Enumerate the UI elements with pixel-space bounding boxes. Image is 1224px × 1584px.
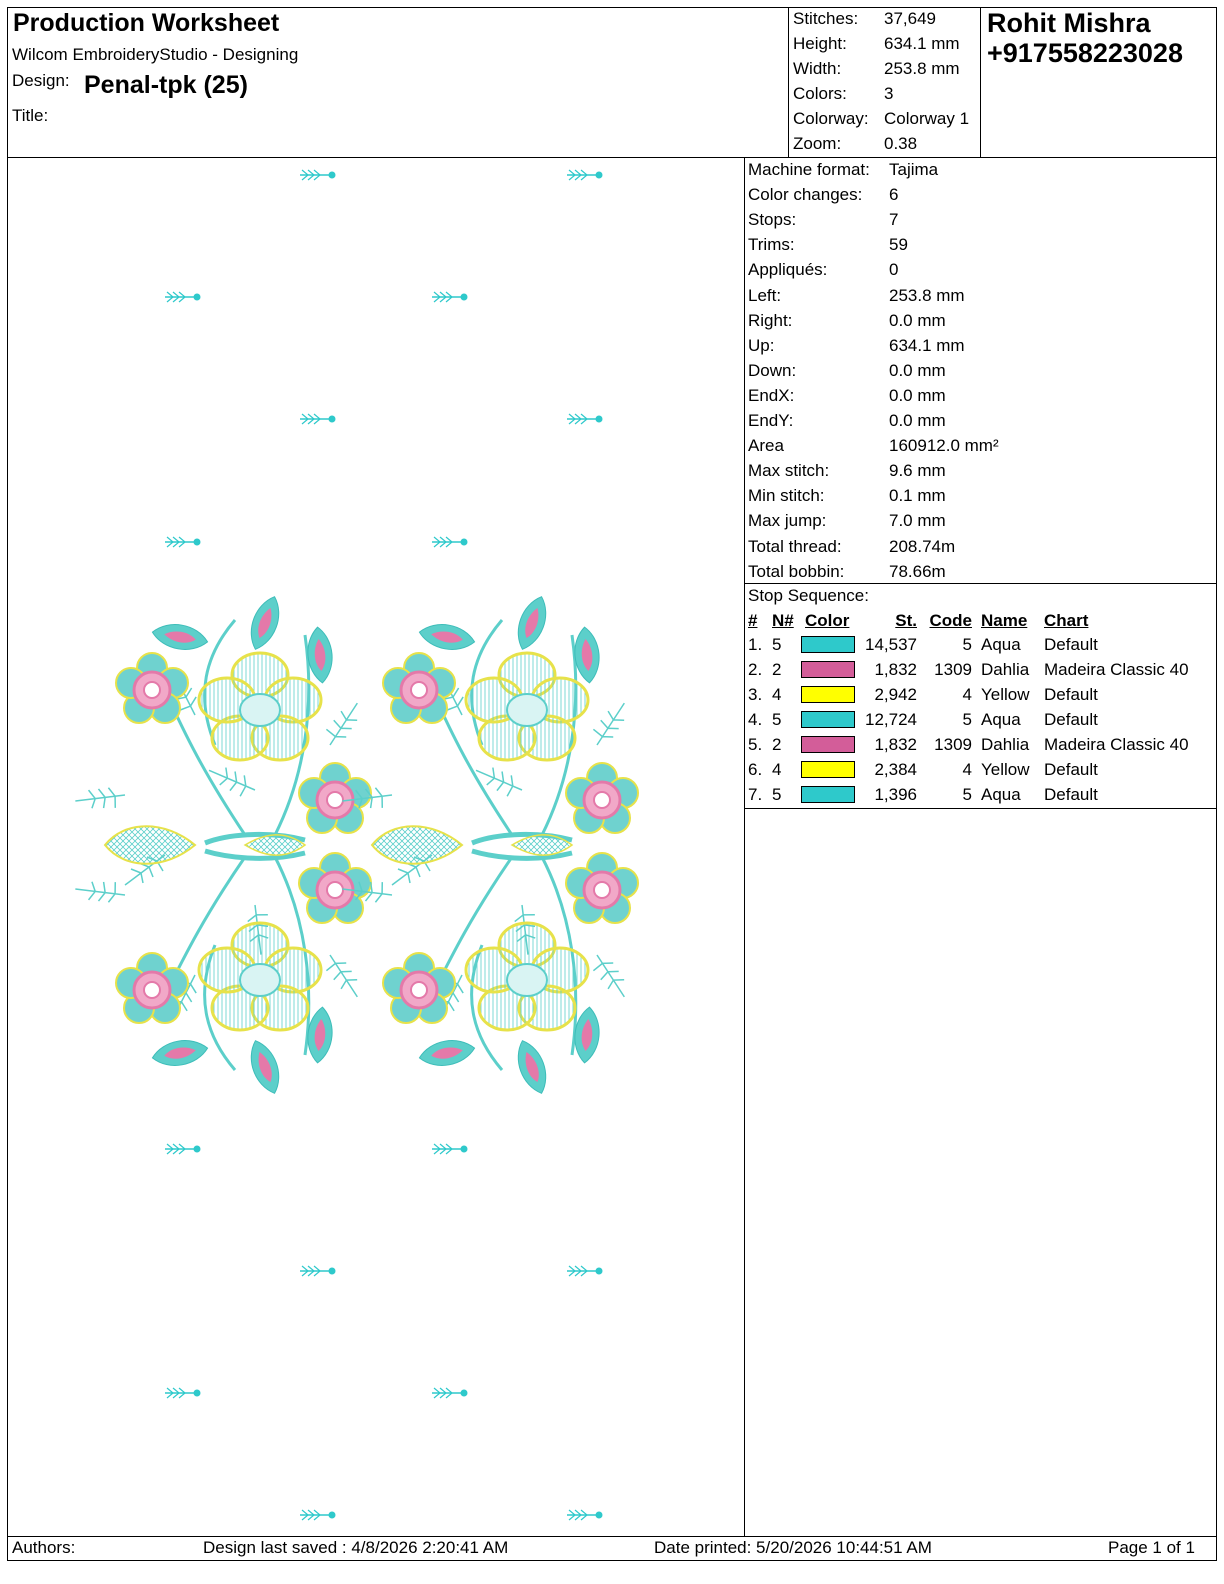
body-right-border [1216,158,1217,1536]
body-divider [744,158,745,1536]
detail-label: Down: [748,360,797,380]
detail-value: 7.0 mm [889,511,946,531]
stop-code: 5 [962,710,972,729]
detail-label: Machine format: [748,160,870,179]
title-label: Title: [12,106,49,125]
detail-value: 78.66m [889,561,946,581]
detail-value: 160912.0 mm² [889,436,999,456]
stop-stitches: 2,384 [874,760,917,779]
sprig-motif [432,292,468,302]
stop-num: 1. [748,635,763,654]
sprig-motif [432,537,468,547]
floral-motif-left [75,593,371,1098]
col-header-needle: N# [772,611,794,630]
detail-label: Trims: [748,235,795,255]
summary-label: Stitches: [793,9,859,28]
stop-chart: Default [1044,710,1098,729]
stop-needle: 5 [772,635,782,654]
stop-color-name: Aqua [981,710,1021,729]
stop-chart: Default [1044,635,1098,654]
sprig-motif [567,170,603,180]
summary-label: Zoom: [793,134,842,153]
detail-value: 0.0 mm [889,310,946,330]
color-swatch [801,661,855,678]
sprig-motif [567,414,603,424]
col-header-chart: Chart [1044,611,1089,630]
stop-color-name: Yellow [981,685,1030,704]
stop-chart: Madeira Classic 40 [1044,735,1189,754]
detail-label: Appliqués: [748,260,828,280]
sprig-motif [165,1388,201,1398]
summary-value: 253.8 mm [884,59,960,78]
detail-value: 59 [889,235,908,255]
stop-code: 1309 [934,735,972,754]
detail-label: Area [748,436,784,456]
color-swatch [801,686,855,703]
worksheet-title: Production Worksheet [13,9,280,37]
detail-value: 7 [889,210,899,230]
detail-value: 208.74m [889,536,956,556]
footer-page-number: Page 1 of 1 [1108,1538,1195,1557]
owner-phone: +917558223028 [987,38,1183,68]
stop-code: 4 [962,685,972,704]
detail-label: Up: [748,335,775,355]
detail-value: 0 [889,260,899,280]
stop-num: 6. [748,760,763,779]
color-swatch [801,736,855,753]
sprig-motif [432,1388,468,1398]
summary-value: 37,649 [884,9,936,28]
header-divider-2 [980,7,981,158]
color-swatch [801,761,855,778]
stop-sequence-title: Stop Sequence: [748,586,869,605]
stop-code: 5 [962,635,972,654]
stop-chart: Default [1044,760,1098,779]
stop-chart: Default [1044,785,1098,804]
summary-value: Colorway 1 [884,109,970,128]
stop-needle: 4 [772,760,782,779]
stop-chart: Madeira Classic 40 [1044,660,1189,679]
stop-num: 5. [748,735,763,754]
detail-value: 0.0 mm [889,385,946,405]
sprig-motif [300,170,336,180]
detail-label: EndY: [748,411,794,430]
stop-stitches: 14,537 [865,635,917,654]
col-header-code: Code [929,611,972,630]
stop-num: 2. [748,660,763,679]
footer-authors: Authors: [12,1538,76,1557]
detail-value: 0.1 mm [889,486,946,506]
stop-code: 1309 [934,660,972,679]
detail-value: Tajima [889,160,939,179]
detail-value: 0.0 mm [889,360,946,380]
stop-needle: 5 [772,785,782,804]
owner-name: Rohit Mishra [987,8,1151,38]
floral-motif-right [342,593,638,1098]
stop-needle: 5 [772,710,782,729]
detail-label: Right: [748,310,793,330]
footer-right-border [1216,1536,1217,1560]
footer-date-printed: Date printed: 5/20/2026 10:44:51 AM [654,1538,932,1557]
detail-value: 6 [889,185,899,205]
stop-num: 4. [748,710,763,729]
color-swatch [801,636,855,653]
stop-code: 4 [962,760,972,779]
stop-sequence-top-rule [744,583,1216,584]
stop-code: 5 [962,785,972,804]
summary-value: 3 [884,84,894,103]
stop-color-name: Yellow [981,760,1030,779]
stop-needle: 2 [772,735,782,754]
sprig-motif [300,1266,336,1276]
footer-bottom-rule [7,1560,1217,1561]
detail-label: Left: [748,285,782,305]
stop-stitches: 1,396 [874,785,917,804]
header-divider-1 [788,7,789,158]
detail-label: EndX: [748,385,795,405]
design-label: Design: [12,71,70,90]
detail-label: Max jump: [748,511,827,531]
detail-value: 9.6 mm [889,461,946,481]
stop-stitches: 12,724 [865,710,917,729]
stop-needle: 2 [772,660,782,679]
sprig-motif [432,1144,468,1154]
stop-num: 3. [748,685,763,704]
summary-label: Colors: [793,84,847,103]
stop-stitches: 2,942 [874,685,917,704]
detail-label: Color changes: [748,185,863,205]
footer-last-saved: Design last saved : 4/8/2026 2:20:41 AM [203,1538,509,1557]
sprig-motif [165,537,201,547]
summary-label: Colorway: [793,109,869,128]
detail-value: 253.8 mm [889,285,965,305]
stop-num: 7. [748,785,763,804]
detail-label: Max stitch: [748,461,830,481]
stop-needle: 4 [772,685,782,704]
detail-label: Min stitch: [748,486,825,506]
col-header-stitches: St. [895,611,917,630]
sprig-motif [567,1266,603,1276]
design-name: Penal-tpk (25) [84,71,248,99]
stop-sequence-bottom-rule [744,808,1216,809]
summary-label: Width: [793,59,842,78]
color-swatch [801,711,855,728]
color-swatch [801,786,855,803]
detail-value: 0.0 mm [889,411,946,430]
stop-color-name: Dahlia [981,660,1030,679]
stop-chart: Default [1044,685,1098,704]
detail-label: Total bobbin: [748,561,845,581]
summary-value: 634.1 mm [884,34,960,53]
sprig-motif [165,292,201,302]
stop-stitches: 1,832 [874,660,917,679]
detail-value: 634.1 mm [889,335,965,355]
stop-color-name: Aqua [981,635,1021,654]
col-header-num: # [748,611,758,630]
stop-color-name: Dahlia [981,735,1030,754]
summary-label: Height: [793,34,847,53]
footer-top-rule [7,1536,1217,1537]
sprig-motif [165,1144,201,1154]
detail-label: Stops: [748,210,797,230]
software-name: Wilcom EmbroideryStudio - Designing [12,45,299,64]
col-header-color: Color [805,611,850,630]
footer-left-border [7,1536,8,1560]
sprig-motif [567,1510,603,1520]
sprig-motif [300,1510,336,1520]
col-header-name: Name [981,611,1028,630]
detail-label: Total thread: [748,536,842,556]
sprig-motif [300,414,336,424]
stop-stitches: 1,832 [874,735,917,754]
stop-color-name: Aqua [981,785,1021,804]
summary-value: 0.38 [884,134,918,153]
